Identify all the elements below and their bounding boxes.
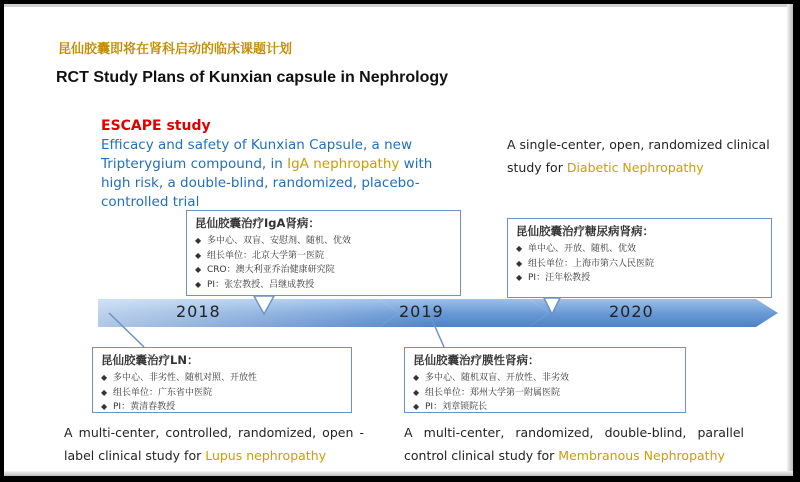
escape-desc-highlight: IgA nephropathy: [287, 156, 400, 172]
diamond-bullet-icon: ◆: [195, 250, 202, 260]
diamond-bullet-icon: ◆: [195, 236, 202, 245]
membranous-callout-title: 昆仙胶囊治疗膜性肾病：: [413, 353, 540, 367]
membranous-note-text: A multi-center, randomized, double-blind, parallel control clinical study for: [404, 425, 744, 463]
list-item: ◆ PI：黄清春教授: [101, 402, 176, 412]
ln-callout-box: [92, 347, 352, 413]
lupus-note-text: A multi-center, controlled, randomized, open - label clinical study for: [64, 425, 364, 463]
list-item: ◆ 多中心、双盲、安慰剂、随机、优效: [195, 236, 352, 246]
diamond-bullet-icon: ◆: [413, 373, 420, 382]
lupus-study-note: [64, 421, 364, 467]
diabetic-callout-box: [507, 218, 772, 298]
membranous-study-note: [404, 421, 744, 467]
list-item: ◆ 组长单位：广东省中医院: [101, 387, 213, 398]
diabetic-note-text: A single-center, open, randomized clinical study for: [507, 137, 770, 175]
list-item: ◆ 组长单位：郑州大学第一附属医院: [413, 387, 561, 398]
membranous-note-highlight: Membranous Nephropathy: [558, 448, 725, 463]
title-english: RCT Study Plans of Kunxian capsule in Nephrology: [56, 69, 449, 86]
year-2020: 2020: [609, 302, 654, 321]
escape-study-title: ESCAPE study: [101, 118, 211, 134]
diamond-bullet-icon: ◆: [101, 402, 108, 411]
list-item: ◆ CRO：澳大利亚乔治健康研究院: [195, 265, 335, 275]
diamond-bullet-icon: ◆: [195, 265, 202, 274]
iga-callout-box: [186, 210, 461, 296]
ln-callout-title: 昆仙胶囊治疗LN：: [101, 353, 199, 367]
lupus-note-highlight: Lupus nephropathy: [205, 448, 327, 463]
slide: [4, 4, 793, 476]
list-item: ◆ 单中心、开放、随机、优效: [516, 244, 637, 254]
list-item: ◆ 组长单位：上海市第六人民医院: [516, 258, 655, 269]
diamond-bullet-icon: ◆: [195, 279, 202, 289]
diabetic-note-highlight: Diabetic Nephropathy: [566, 160, 704, 175]
list-item: ◆ PI：汪年松教授: [516, 273, 591, 283]
escape-desc-part1: Efficacy and safety of Kunxian Capsule, a new Tripterygium compound, in: [101, 137, 413, 172]
diamond-bullet-icon: ◆: [101, 373, 108, 382]
year-2019: 2019: [399, 302, 444, 321]
diamond-bullet-icon: ◆: [413, 387, 420, 397]
list-item: ◆ 组长单位：北京大学第一医院: [195, 250, 325, 261]
diamond-bullet-icon: ◆: [413, 402, 420, 411]
year-2018: 2018: [176, 302, 221, 321]
list-item: ◆ PI：张宏教授、吕继成教授: [195, 279, 315, 290]
list-item: ◆ 多中心、随机双盲、开放性、非劣效: [413, 373, 570, 383]
escape-desc-part2: with high risk, a double-blind, randomized, placebo-controlled trial: [101, 156, 433, 210]
title-chinese: 昆仙胶囊即将在肾科启动的临床课题计划: [58, 42, 293, 57]
diabetic-callout-title: 昆仙胶囊治疗糖尿病肾病：: [516, 224, 654, 238]
list-item: ◆ 多中心、非劣性、随机对照、开放性: [101, 373, 258, 383]
diamond-bullet-icon: ◆: [516, 273, 523, 282]
diamond-bullet-icon: ◆: [101, 387, 108, 397]
membranous-callout-box: [404, 347, 686, 413]
list-item: ◆ PI：刘章锁院长: [413, 402, 488, 412]
iga-callout-title: 昆仙胶囊治疗IgA肾病：: [195, 216, 320, 230]
diamond-bullet-icon: ◆: [516, 258, 523, 268]
diamond-bullet-icon: ◆: [516, 244, 523, 253]
